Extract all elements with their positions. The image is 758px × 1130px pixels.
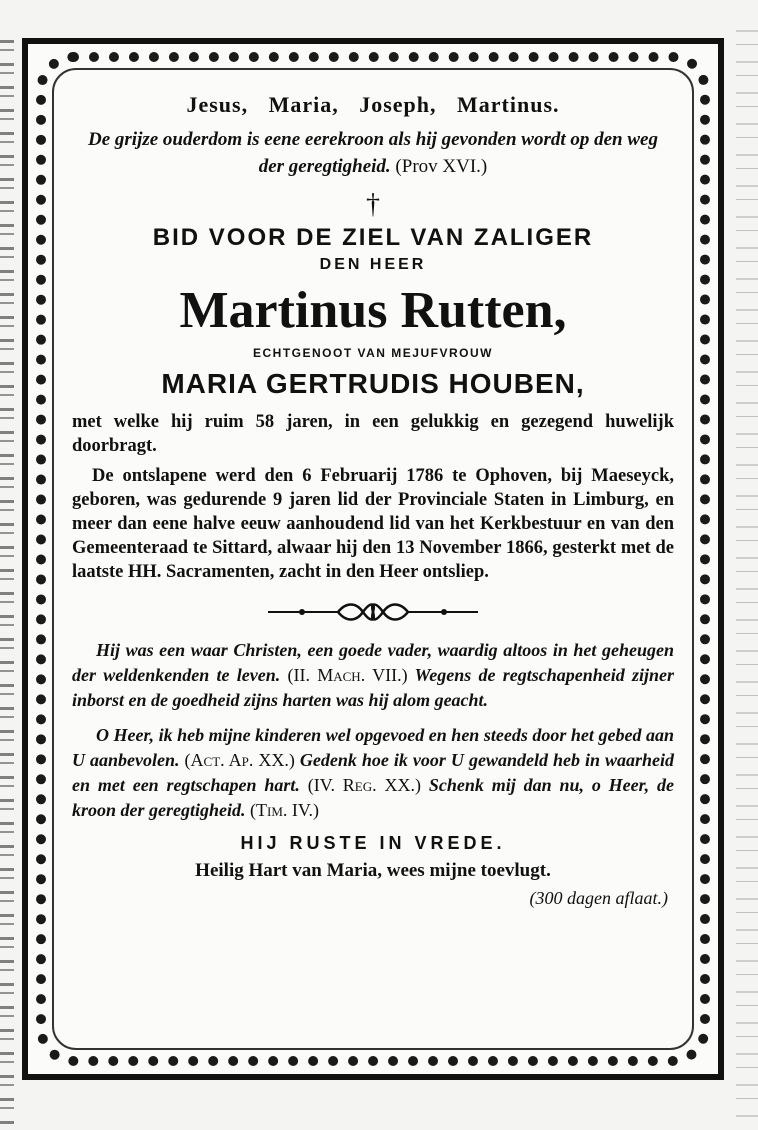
motto	[72, 126, 674, 180]
pray-line: BID VOOR DE ZIEL VAN ZALIGER	[152, 224, 594, 251]
prayer-quote-text-2: Gedenk hoe ik voor U gewandeld heb in waarheid en met een regtschapen hart.	[72, 750, 674, 795]
prayer-quote-text-1: O Heer, ik heb mijne kinderen wel opgevoed en hen steeds door het gebed aan U aanbevolen.	[72, 725, 674, 770]
prayer-quote-text-3: Schenk mij dan nu, o Heer, de kroon der geregtigheid.	[72, 775, 675, 820]
cross-icon: †	[366, 189, 380, 220]
saints-line: Jesus, Maria, Joseph, Martinus.	[186, 92, 560, 117]
marriage-text: met welke hij ruim 58 jaren, in een gelukkig en gezegend huwelijk doorbragt.	[72, 412, 674, 456]
card-content	[72, 92, 674, 909]
rest-in-peace-line: HIJ RUSTE IN VREDE.	[240, 833, 506, 853]
virtues-paragraph	[72, 638, 674, 713]
wife-name: MARIA GERTRUDIS HOUBEN,	[161, 368, 585, 399]
memorial-card	[22, 38, 724, 1080]
spouse-of-line: ECHTGENOOT VAN MEJUFVROUW	[253, 346, 493, 360]
page-edge-left	[0, 40, 14, 1130]
prayer-quote-ref-3: (Tim. IV.)	[250, 800, 320, 820]
motto-reference: (Prov XVI.)	[395, 156, 488, 177]
motto-text: De grijze ouderdom is eene eerekroon als hij gevonden wordt op den weg der geregtigheid.	[88, 129, 658, 177]
indulgence-note	[72, 888, 668, 909]
biography-text: De ontslapene werd den 6 Februarij 1786 te Ophoven, bij Maeseyck, geboren, was gedurende 9 jaren lid der Provinciale Staten in Limburg, en meer dan eene halve eeuw aanhoudend lid van het Kerkbestuur en van den Gemeenteraad te Sittard, alwaar hij den 13 November 1866, gesterkt met de laatste HH. Sacramenten, zacht in den Heer ontsliep.	[72, 466, 674, 582]
prayer-quote-ref-2: (IV. Reg. XX.)	[307, 775, 421, 795]
page-edge-right	[736, 30, 758, 1120]
prayer-quote-paragraph	[72, 723, 674, 823]
divider-ornament-icon	[268, 602, 478, 622]
virtues-reference: (II. Mach. VII.)	[287, 665, 408, 685]
prayer-quote-ref-1: (Act. Ap. XX.)	[184, 750, 295, 770]
deceased-name: Martinus Rutten,	[179, 282, 567, 339]
invocation-line: Heilig Hart van Maria, wees mijne toevlugt.	[195, 860, 551, 881]
sir-line: DEN HEER	[319, 256, 427, 273]
indulgence-text: (300 dagen aflaat.)	[529, 888, 668, 908]
virtues-text-2: Wegens de regtschapenheid zijner inborst en de goedheid zijns harten was hij alom geacht.	[72, 665, 674, 710]
virtues-text: Hij was een waar Christen, een goede vader, waardig altoos in het geheugen der weldenkenden te leven.	[72, 640, 674, 685]
